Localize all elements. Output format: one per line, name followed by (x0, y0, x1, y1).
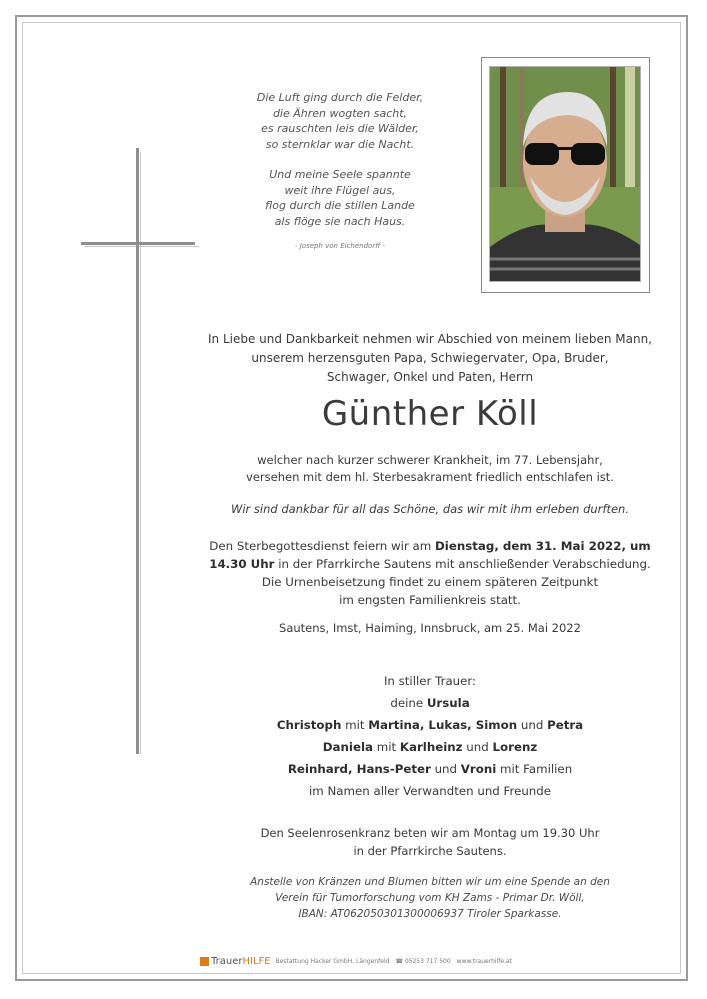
service-text-part: Den Sterbegottesdienst feiern wir am (209, 539, 436, 553)
text-part: deine (390, 696, 427, 710)
thanks-text: Wir sind dankbar für all das Schöne, das wir mit ihm erleben durften. (230, 502, 629, 516)
text-line: unserem herzensguten Papa, Schwiegervater, Opa, Bruder, (251, 351, 609, 365)
mourner-name: Reinhard, Hans-Peter (287, 762, 431, 776)
text-line: in der Pfarrkirche Sautens. (353, 844, 507, 858)
logo-text-accent: HILFE (242, 956, 271, 967)
text-line (205, 555, 655, 573)
text-line: Die Urnenbeisetzung findet zu einem späteren Zeitpunkt (261, 575, 599, 589)
text-line: Den Seelenrosenkranz beten wir am Montag um 19.30 Uhr (260, 826, 600, 840)
portrait-photo (489, 66, 641, 282)
mourner-name: Vroni (460, 762, 497, 776)
mourner-name: Daniela (322, 740, 373, 754)
poem-line: die Ähren wogten sacht, (272, 106, 408, 120)
mourners-list (205, 670, 655, 802)
mourner-name: Ursula (426, 696, 470, 710)
poem-stanza-2 (235, 167, 445, 229)
rosary-text (205, 824, 655, 860)
text-part: mit (341, 718, 369, 732)
footer-company: Bestattung Hacker GmbH, Längenfeld (275, 958, 390, 965)
logo-text: Trauer (211, 956, 243, 967)
text-line: versehen mit dem hl. Sterbesakrament friedlich entschlafen ist. (246, 470, 614, 484)
poem-line: Die Luft ging durch die Felder, (256, 91, 424, 104)
mourner-line (205, 714, 655, 736)
mourners-heading: In stiller Trauer: (383, 674, 477, 688)
poem-line: weit ihre Flügel aus, (284, 183, 396, 197)
poem-stanza-1 (235, 90, 445, 152)
mourner-name: Karlheinz (399, 740, 463, 754)
service-text (205, 537, 655, 609)
poem-line: als flöge sie nach Haus. (274, 214, 406, 228)
mourner-line: im Namen aller Verwandten und Freunde (308, 784, 552, 798)
mourner-line (205, 758, 655, 780)
text-line: IBAN: AT062050301300006937 Tiroler Sparkasse. (298, 908, 562, 920)
poem-line: Und meine Seele spannte (269, 168, 411, 181)
text-part: und (517, 718, 548, 732)
intro-text (205, 330, 655, 387)
mourner-line (205, 736, 655, 758)
donation-text (205, 874, 655, 922)
place-date: Sautens, Imst, Haiming, Innsbruck, am 25. Mai 2022 (279, 621, 581, 635)
text-line: In Liebe und Dankbarkeit nehmen wir Abschied von meinem lieben Mann, (207, 332, 652, 346)
text-line: im engsten Familienkreis statt. (339, 593, 521, 607)
logo-icon (200, 957, 209, 966)
mourner-name: Christoph (276, 718, 342, 732)
footer (200, 956, 510, 970)
text-part: und (430, 762, 461, 776)
footer-phone: ☎ 05253 717 500 (395, 958, 451, 965)
text-line: welcher nach kurzer schwerer Krankheit, im 77. Lebensjahr, (257, 453, 603, 467)
deceased-name: Günther Köll (321, 394, 539, 434)
poem-author: - Joseph von Eichendorff - (294, 242, 386, 250)
mourner-name: Martina, Lukas, Simon (368, 718, 518, 732)
service-text-part: in der Pfarrkirche Sautens mit anschließender Verabschiedung. (274, 557, 651, 571)
poem-line: es rauschten leis die Wälder, (261, 122, 419, 135)
text-part: und (462, 740, 493, 754)
text-part: mit (372, 740, 400, 754)
poem (235, 90, 445, 255)
service-time: 14.30 Uhr (209, 557, 275, 571)
text-line: Schwager, Onkel und Paten, Herrn (326, 370, 534, 384)
text-line: Anstelle von Kränzen und Blumen bitten wir um eine Spende an den (250, 876, 610, 888)
footer-website[interactable]: www.trauerhilfe.at (456, 958, 512, 965)
illness-text (205, 452, 655, 486)
text-part: mit Familien (496, 762, 573, 776)
service-date: Dienstag, dem 31. Mai 2022, um (435, 539, 651, 553)
mourner-name: Lorenz (492, 740, 538, 754)
text-line (205, 537, 655, 555)
poem-line: so sternklar war die Nacht. (265, 137, 415, 151)
mourner-line (205, 692, 655, 714)
text-line: Verein für Tumorforschung vom KH Zams - Primar Dr. Wöll, (275, 892, 585, 904)
mourner-name: Petra (547, 718, 584, 732)
poem-line: flog durch die stillen Lande (265, 199, 415, 212)
